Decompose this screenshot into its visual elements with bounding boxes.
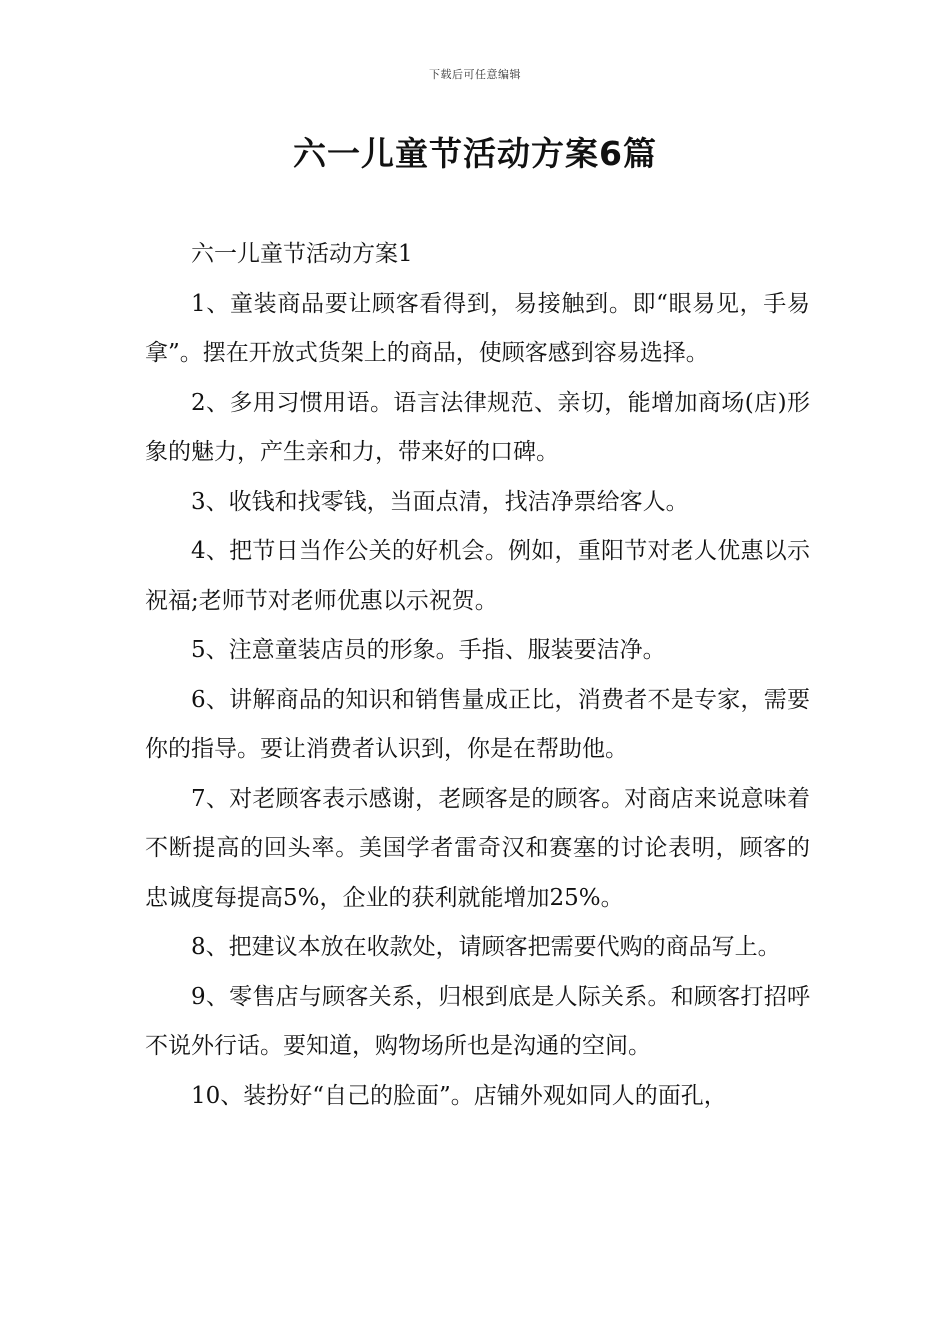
paragraph-7: 7、对老顾客表示感谢，老顾客是的顾客。对商店来说意味着不断提高的回头率。美国学者雷奇汉和赛塞的讨论表明，顾客的忠诚度每提高5%，企业的获利就能增加25%。 — [145, 785, 810, 911]
paragraph-2: 2、多用习惯用语。语言法律规范、亲切，能增加商场(店)形象的魅力，产生亲和力，带来好的口碑。 — [145, 389, 810, 465]
paragraph-9: 9、零售店与顾客关系，归根到底是人际关系。和顾客打招呼不说外行话。要知道，购物场所也是沟通的空间。 — [145, 983, 810, 1059]
paragraph-3: 3、收钱和找零钱，当面点清，找洁净票给客人。 — [191, 488, 689, 515]
paragraph-1: 1、童装商品要让顾客看得到，易接触到。即“眼易见，手易拿”。摆在开放式货架上的商品，使顾客感到容易选择。 — [145, 290, 810, 366]
document-title: 六一儿童节活动方案6篇 — [293, 134, 657, 173]
paragraph-5: 5、注意童装店员的形象。手指、服装要洁净。 — [191, 637, 666, 663]
section-heading: 六一儿童节活动方案1 — [191, 241, 413, 267]
paragraph-4: 4、把节日当作公关的好机会。例如，重阳节对老人优惠以示祝福;老师节对老师优惠以示祝贺。 — [145, 538, 810, 614]
paragraph-8: 8、把建议本放在收款处，请顾客把需要代购的商品写上。 — [191, 934, 781, 960]
paragraph-10: 10、装扮好“自己的脸面”。店铺外观如同人的面孔， — [191, 1082, 727, 1109]
paragraph-6: 6、讲解商品的知识和销售量成正比，消费者不是专家，需要你的指导。要让消费者认识到，你是在帮助他。 — [145, 686, 810, 762]
document-body — [145, 230, 810, 1121]
header-note: 下载后可任意编辑 — [429, 68, 521, 81]
